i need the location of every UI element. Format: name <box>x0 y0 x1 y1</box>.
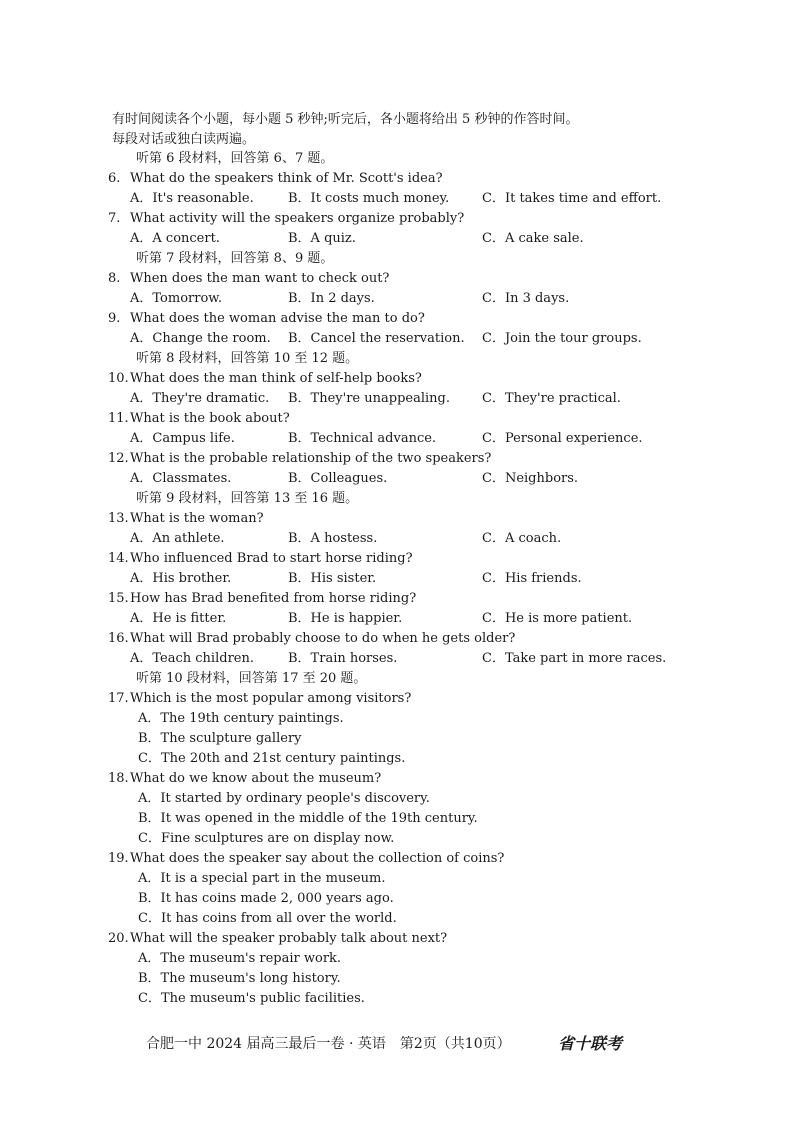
question-number: 19. <box>108 851 129 866</box>
answer-option[interactable]: A．His brother. <box>130 571 232 586</box>
answer-option[interactable]: C．A cake sale. <box>482 231 584 246</box>
question <box>108 169 708 189</box>
answer-option[interactable]: B．He is happier. <box>288 611 403 626</box>
page-footer: 合肥一中 2024 届高三最后一卷 · 英语 第2页（共10页） <box>146 1036 511 1052</box>
question-number: 16. <box>108 631 129 646</box>
answer-option[interactable]: B．It costs much money. <box>288 191 450 206</box>
question-number: 10. <box>108 371 129 386</box>
option-row <box>108 469 708 489</box>
question-number: 9. <box>108 311 121 326</box>
answer-option[interactable]: A．They're dramatic. <box>130 391 270 406</box>
question <box>108 689 708 709</box>
option-row <box>108 189 708 209</box>
section-header: 听第 8 段材料，回答第 10 至 12 题。 <box>136 351 359 366</box>
option-row <box>108 229 708 249</box>
answer-option[interactable]: A．Change the room. <box>130 331 271 346</box>
question-text: How has Brad benefited from horse riding? <box>130 591 417 606</box>
answer-option[interactable]: C．Fine sculptures are on display now. <box>138 831 395 846</box>
question <box>108 509 708 529</box>
answer-option[interactable]: B．It has coins made 2, 000 years ago. <box>138 891 394 906</box>
option-row <box>108 529 708 549</box>
answer-option[interactable]: C．It takes time and effort. <box>482 191 662 206</box>
question <box>108 929 708 949</box>
question-number: 18. <box>108 771 129 786</box>
question <box>108 589 708 609</box>
answer-option[interactable]: C．A coach. <box>482 531 562 546</box>
question-text: What does the speaker say about the collection of coins? <box>130 851 505 866</box>
question-number: 7. <box>108 211 121 226</box>
question-text: When does the man want to check out? <box>130 271 390 286</box>
answer-option[interactable]: A．He is fitter. <box>130 611 227 626</box>
exam-stamp: 省十联考 <box>558 1034 623 1053</box>
question-number: 20. <box>108 931 129 946</box>
question-text: What is the woman? <box>130 511 264 526</box>
answer-option[interactable]: C．Take part in more races. <box>482 651 667 666</box>
answer-option[interactable]: C．Join the tour groups. <box>482 331 642 346</box>
question-text: What does the man think of self-help books? <box>130 371 422 386</box>
question-number: 8. <box>108 271 121 286</box>
question-number: 17. <box>108 691 129 706</box>
answer-option[interactable]: B．A quiz. <box>288 231 356 246</box>
answer-option[interactable]: B．They're unappealing. <box>288 391 450 406</box>
answer-option[interactable]: B．A hostess. <box>288 531 378 546</box>
section-header: 听第 10 段材料，回答第 17 至 20 题。 <box>136 671 367 686</box>
instruction-line: 有时间阅读各个小题，每小题 5 秒钟;听完后，各小题将给出 5 秒钟的作答时间。 <box>112 112 579 127</box>
option-row <box>108 649 708 669</box>
question-number: 6. <box>108 171 121 186</box>
question-number: 12. <box>108 451 129 466</box>
question-text: What will Brad probably choose to do when he gets older? <box>130 631 516 646</box>
question-text: What activity will the speakers organize probably? <box>130 211 465 226</box>
question <box>108 769 708 789</box>
question-list <box>108 149 708 1009</box>
answer-option[interactable]: B．His sister. <box>288 571 377 586</box>
answer-option[interactable]: A．Campus life. <box>130 431 235 446</box>
answer-option[interactable]: B．Technical advance. <box>288 431 437 446</box>
answer-option[interactable]: A．Teach children. <box>130 651 254 666</box>
question <box>108 209 708 229</box>
question-text: What will the speaker probably talk about next? <box>130 931 448 946</box>
answer-option[interactable]: C．They're practical. <box>482 391 621 406</box>
section-header: 听第 7 段材料，回答第 8、9 题。 <box>136 251 334 266</box>
option-row <box>108 569 708 589</box>
question <box>108 269 708 289</box>
question <box>108 549 708 569</box>
question <box>108 449 708 469</box>
instruction-line: 每段对话或独白读两遍。 <box>112 132 256 147</box>
question-text: What do we know about the museum? <box>130 771 382 786</box>
question-text: What does the woman advise the man to do? <box>130 311 425 326</box>
answer-option[interactable]: C．The museum's public facilities. <box>138 991 365 1006</box>
answer-option[interactable]: B．In 2 days. <box>288 291 375 306</box>
question-text: What is the book about? <box>130 411 290 426</box>
option-row <box>108 289 708 309</box>
answer-option[interactable]: A．Tomorrow. <box>130 291 223 306</box>
answer-option[interactable]: A．It started by ordinary people's discovery. <box>138 791 430 806</box>
section-header: 听第 6 段材料，回答第 6、7 题。 <box>136 151 334 166</box>
answer-option[interactable]: B．Cancel the reservation. <box>288 331 465 346</box>
answer-option[interactable]: C．Personal experience. <box>482 431 643 446</box>
answer-option[interactable]: A．The 19th century paintings. <box>138 711 344 726</box>
answer-option[interactable]: A．Classmates. <box>130 471 232 486</box>
question-number: 13. <box>108 511 129 526</box>
option-row <box>108 389 708 409</box>
question-number: 14. <box>108 551 129 566</box>
answer-option[interactable]: C．His friends. <box>482 571 582 586</box>
answer-option[interactable]: B．Colleagues. <box>288 471 388 486</box>
question <box>108 629 708 649</box>
answer-option[interactable]: B．The sculpture gallery <box>138 731 302 746</box>
instructions <box>112 110 578 150</box>
answer-option[interactable]: C．He is more patient. <box>482 611 633 626</box>
question <box>108 369 708 389</box>
answer-option[interactable]: A．It is a special part in the museum. <box>138 871 386 886</box>
option-row <box>108 609 708 629</box>
question-text: Who influenced Brad to start horse riding? <box>130 551 413 566</box>
answer-option[interactable]: B．The museum's long history. <box>138 971 341 986</box>
question-text: What is the probable relationship of the two speakers? <box>130 451 492 466</box>
answer-option[interactable]: A．The museum's repair work. <box>138 951 342 966</box>
question <box>108 849 708 869</box>
answer-option[interactable]: A．It's reasonable. <box>130 191 254 206</box>
question-number: 11. <box>108 411 129 426</box>
question-number: 15. <box>108 591 129 606</box>
answer-option[interactable]: C．Neighbors. <box>482 471 579 486</box>
answer-option[interactable]: C．The 20th and 21st century paintings. <box>138 751 406 766</box>
answer-option[interactable]: A．An athlete. <box>130 531 225 546</box>
answer-option[interactable]: B．It was opened in the middle of the 19th century. <box>138 811 478 826</box>
question <box>108 309 708 329</box>
option-row <box>108 429 708 449</box>
question <box>108 409 708 429</box>
question-text: What do the speakers think of Mr. Scott's idea? <box>130 171 443 186</box>
answer-option[interactable]: C．It has coins from all over the world. <box>138 911 397 926</box>
option-row <box>108 329 708 349</box>
answer-option[interactable]: B．Train horses. <box>288 651 398 666</box>
answer-option[interactable]: C．In 3 days. <box>482 291 570 306</box>
section-header: 听第 9 段材料，回答第 13 至 16 题。 <box>136 491 359 506</box>
answer-option[interactable]: A．A concert. <box>130 231 220 246</box>
question-text: Which is the most popular among visitors? <box>130 691 412 706</box>
